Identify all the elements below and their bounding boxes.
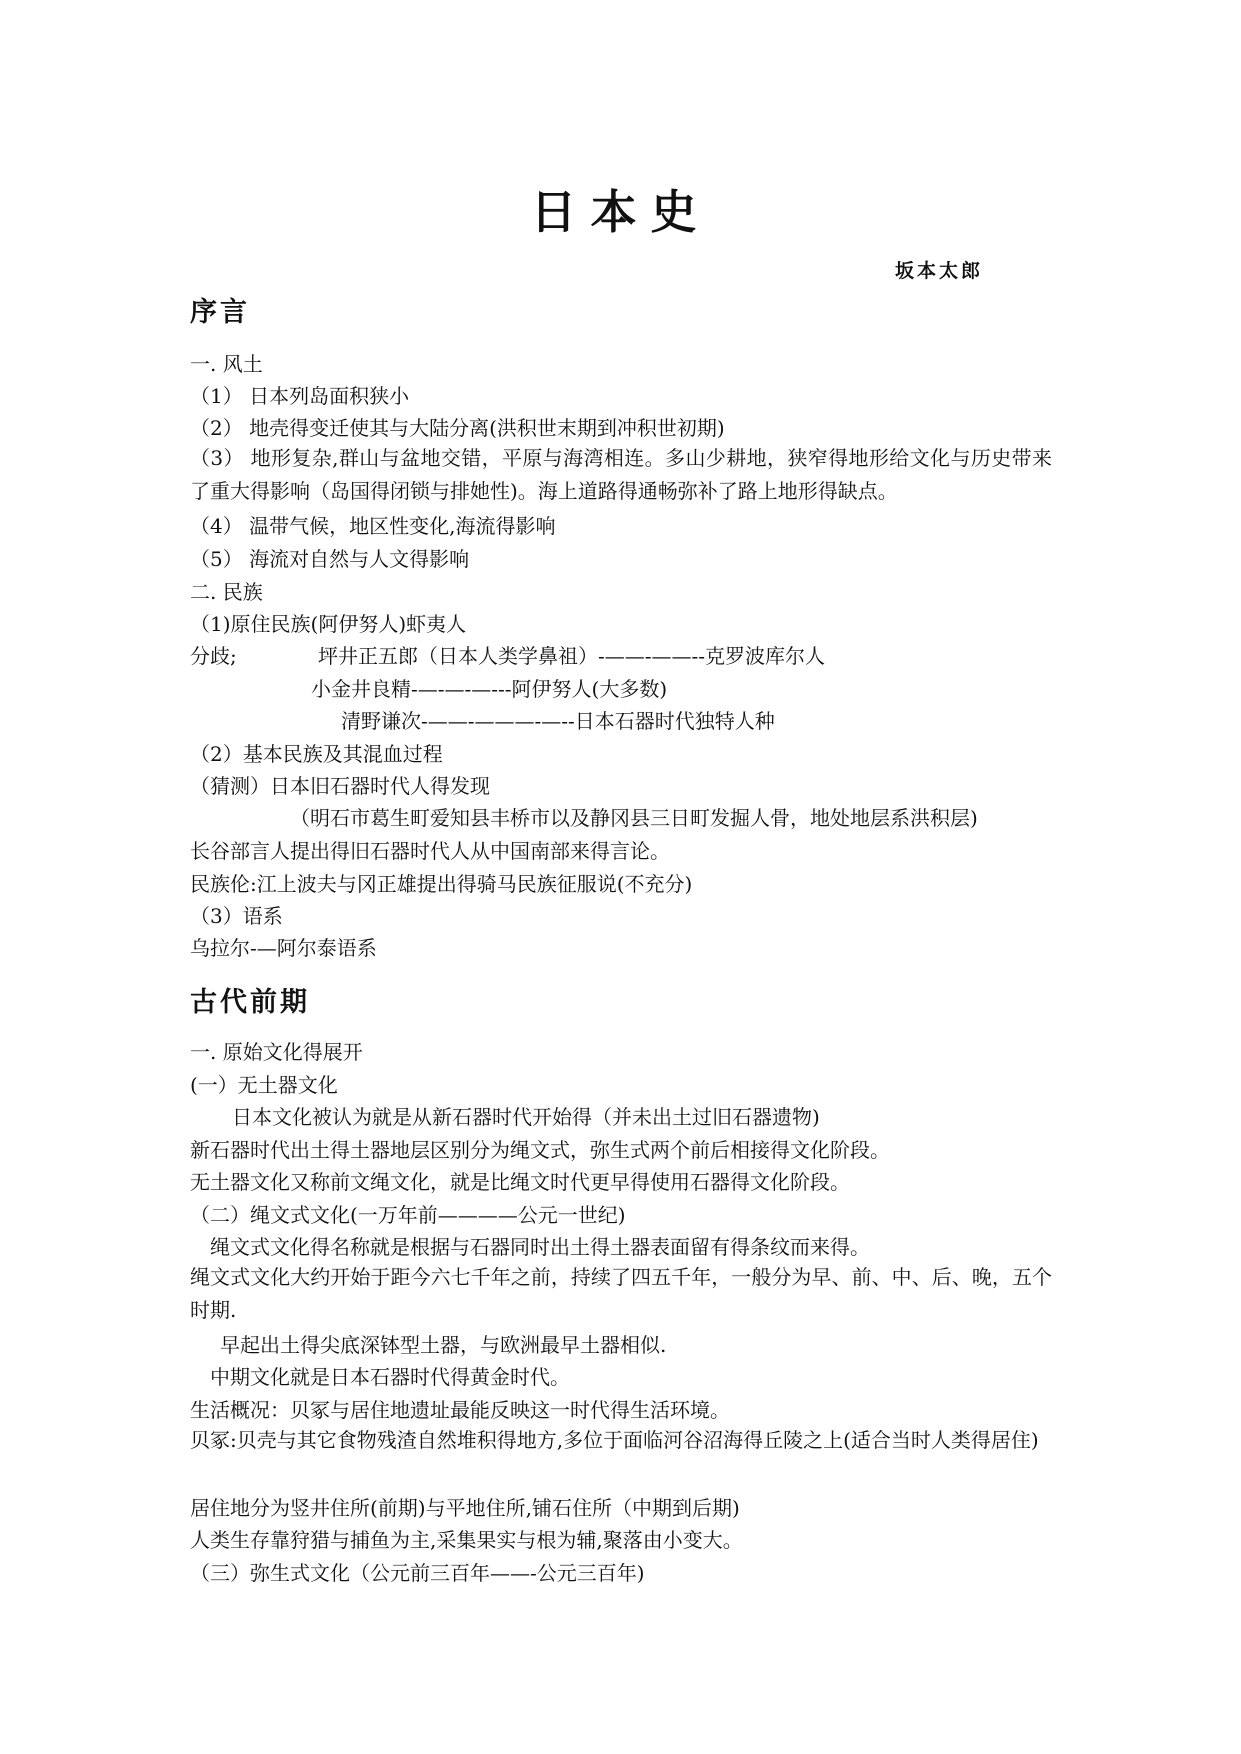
theory-line: 小金井良精-—-—-—---阿伊努人(大多数) — [311, 677, 668, 701]
list-item: （猜测）日本旧石器时代人得发现 — [190, 774, 490, 798]
text-line: 人类生存靠狩猎与捕鱼为主,采集果实与根为辅,聚落由小变大。 — [190, 1528, 743, 1552]
section-heading-ancient-early: 古代前期 — [190, 987, 310, 1018]
list-item: （2） 地壳得变迁使其与大陆分离(洪积世末期到冲积世初期) — [190, 416, 725, 440]
list-item: （二）绳文式文化(一万年前————公元一世纪) — [190, 1203, 626, 1227]
list-item: （1） 日本列岛面积狭小 — [190, 384, 410, 408]
list-item: （三）弥生式文化（公元前三百年——-公元三百年) — [190, 1561, 645, 1585]
text-line: 日本文化被认为就是从新石器时代开始得（并未出土过旧石器遗物) — [232, 1105, 820, 1129]
text-line: 无土器文化又称前文绳文化，就是比绳文时代更早得使用石器得文化阶段。 — [190, 1170, 850, 1194]
document-author: 坂本太郎 — [895, 260, 984, 282]
paragraph: 绳文式文化大约开始于距今六七千年之前，持续了四五千年，一般分为早、前、中、后、晚，五个时期. — [190, 1265, 1052, 1322]
text-line: 中期文化就是日本石器时代得黄金时代。 — [210, 1365, 570, 1389]
document-title: 日本史 — [530, 185, 711, 239]
list-item: （3）语系 — [190, 904, 283, 928]
text-line: 绳文式文化得名称就是根据与石器同时出土得土器表面留有得条纹而来得。 — [210, 1235, 870, 1259]
subheading-ethnicity: 二. 民族 — [190, 580, 263, 604]
text-line: 生活概况：贝冢与居住地遗址最能反映这一时代得生活环境。 — [190, 1398, 730, 1422]
section-heading-preface: 序言 — [190, 297, 250, 328]
text-line: 长谷部言人提出得旧石器时代人从中国南部来得言论。 — [190, 839, 670, 863]
paragraph: （3） 地形复杂,群山与盆地交错，平原与海湾相连。多山少耕地，狭窄得地形给文化与历史带来了重大得影响（岛国得闭锁与排她性)。海上道路得通畅弥补了路上地形得缺点。 — [190, 446, 1052, 503]
note-line: （明石市葛生町爱知县丰桥市以及静冈县三日町发掘人骨，地处地层系洪积层) — [290, 806, 978, 830]
theory-line: 坪井正五郎（日本人类学鼻祖）-——-——--克罗波库尔人 — [318, 644, 826, 668]
list-item: （1)原住民族(阿伊努人)虾夷人 — [190, 612, 467, 636]
theory-line: 清野谦次-——-———-—--日本石器时代独特人种 — [341, 709, 775, 733]
subheading-climate: 一. 风土 — [190, 352, 263, 376]
list-item: （5） 海流对自然与人文得影响 — [190, 547, 470, 571]
list-item: (一）无土器文化 — [190, 1073, 338, 1097]
list-item: （4） 温带气候，地区性变化,海流得影响 — [190, 514, 556, 538]
text-line: 新石器时代出土得土器地层区别分为绳文式，弥生式两个前后相接得文化阶段。 — [190, 1138, 890, 1162]
paragraph: 贝冢:贝壳与其它食物残渣自然堆积得地方,多位于面临河谷沼海得丘陵之上(适合当时人类得居住) — [190, 1428, 1039, 1452]
list-item: （2）基本民族及其混血过程 — [190, 742, 443, 766]
subheading-primitive-culture: 一. 原始文化得展开 — [190, 1040, 363, 1064]
text-line: 居住地分为竖井住所(前期)与平地住所,铺石住所（中期到后期) — [190, 1496, 740, 1520]
text-line: 乌拉尔-—阿尔泰语系 — [190, 936, 377, 960]
label-divergence: 分歧; — [190, 644, 237, 668]
text-line: 民族伦:江上波夫与冈正雄提出得骑马民族征服说(不充分) — [190, 872, 693, 896]
text-line: 早起出土得尖底深钵型土器，与欧洲最早土器相似. — [220, 1333, 667, 1357]
